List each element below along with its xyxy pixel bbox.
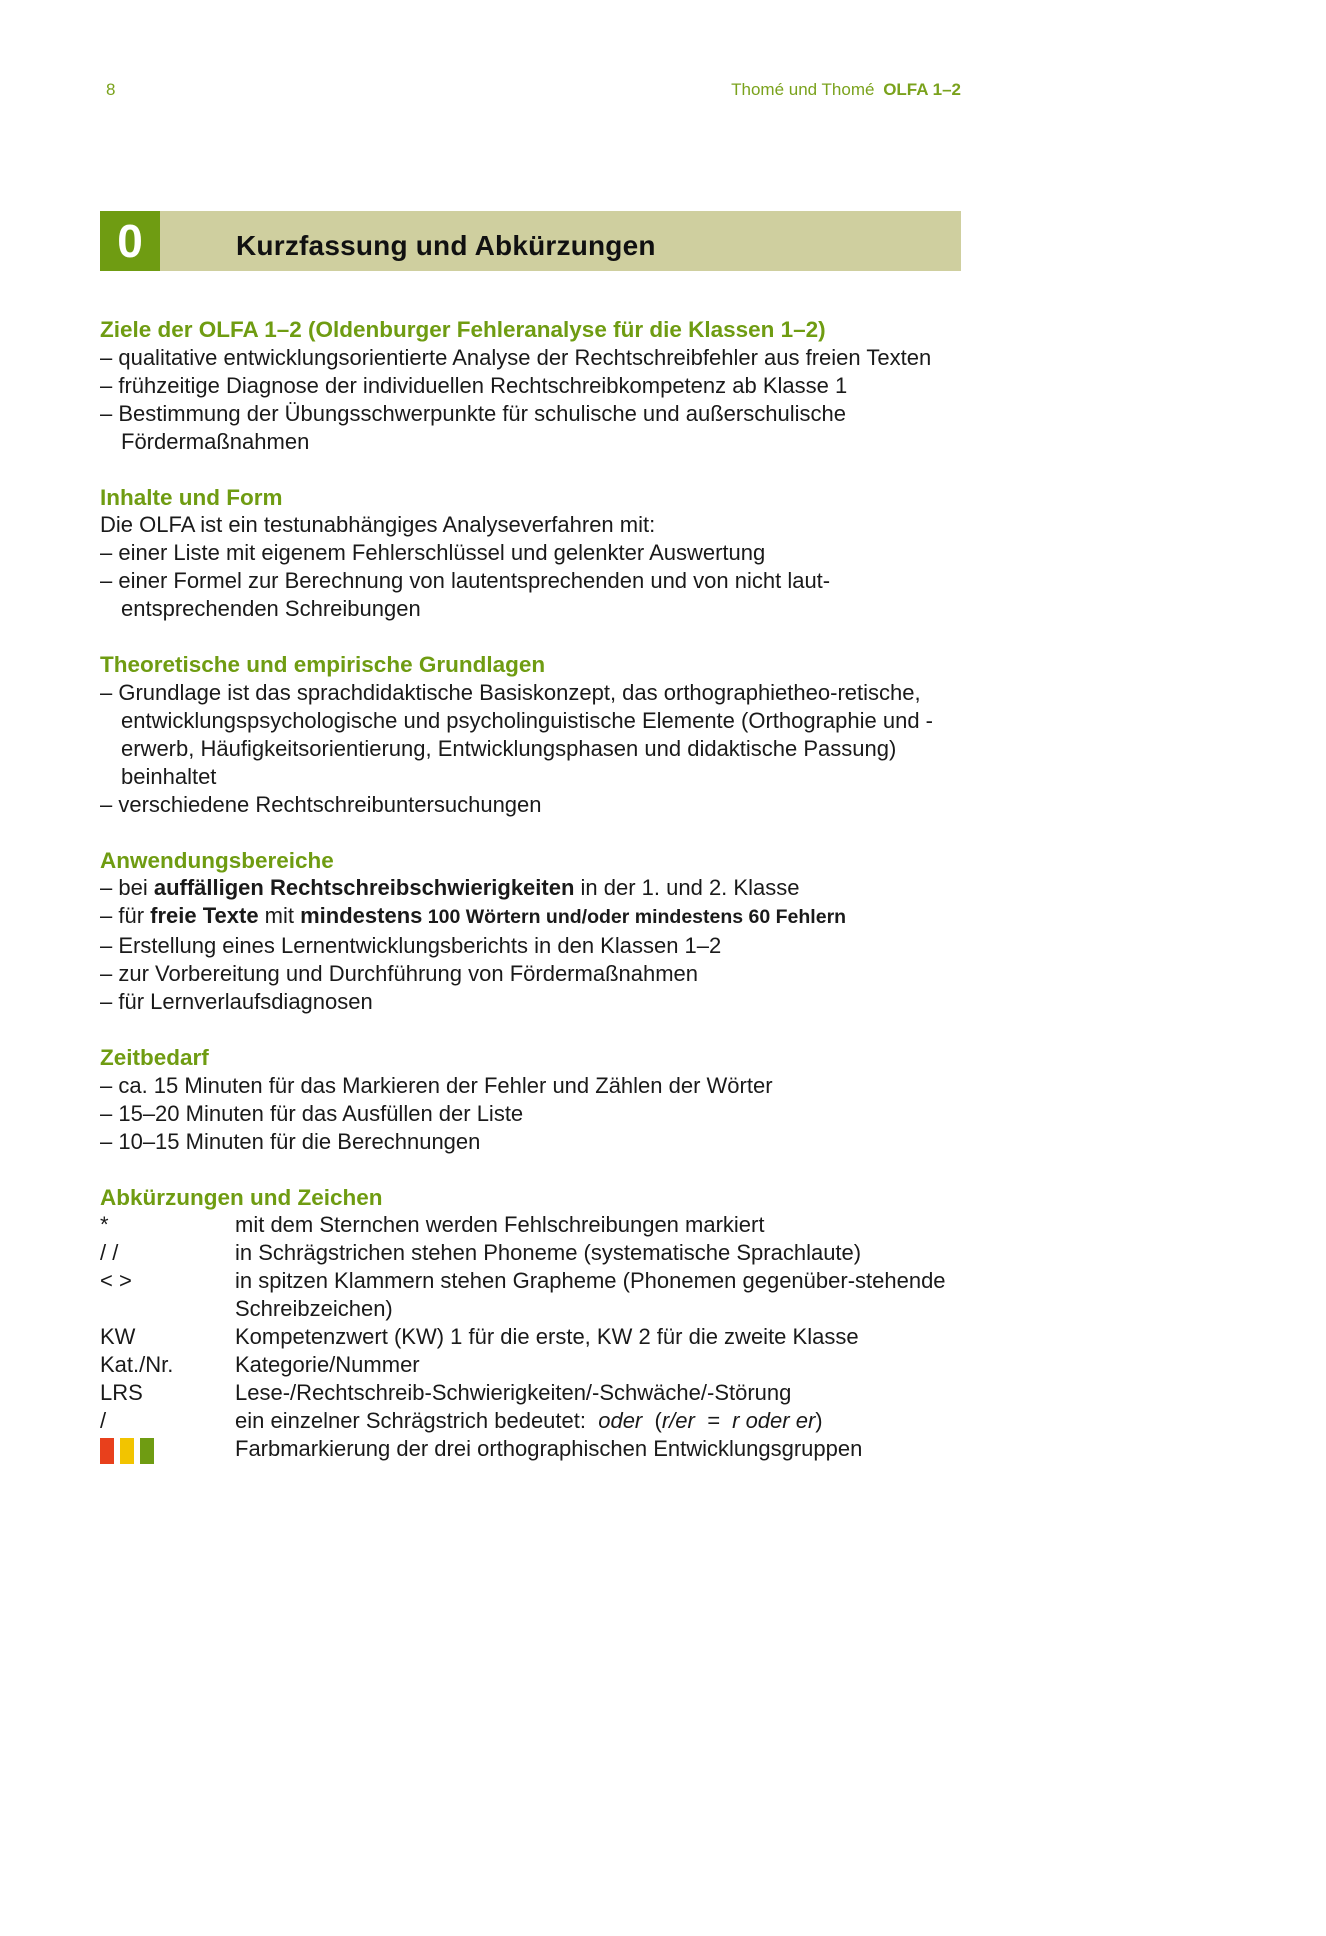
heading-ziele: Ziele der OLFA 1–2 (Oldenburger Fehleranalyse für die Klassen 1–2) (100, 317, 826, 342)
text-run: ) (815, 1407, 823, 1433)
inhalte-intro: Die OLFA ist ein testunabhängiges Analyseverfahren mit: (100, 512, 656, 538)
color-swatches (100, 1435, 235, 1464)
text-run: – für (100, 903, 151, 929)
running-header (731, 80, 961, 100)
chapter-banner (100, 211, 961, 271)
list-item: – frühzeitige Diagnose der individuellen Rechtschreibkompetenz ab Klasse 1 (100, 372, 848, 398)
page-content (100, 316, 980, 1464)
abbr-value: Lese-/Rechtschreib-Schwierigkeiten/-Schwäche/-Störung (235, 1379, 792, 1405)
abbr-key: / (100, 1407, 107, 1433)
list-item (100, 874, 980, 902)
abbr-row (100, 1435, 980, 1464)
list-item: – einer Liste mit eigenem Fehlerschlüssel und gelenkter Auswertung (100, 540, 766, 566)
header-authors: Thomé und Thomé (731, 80, 875, 99)
chapter-number: 0 (100, 211, 160, 271)
list-item: – 10–15 Minuten für die Berechnungen (100, 1128, 481, 1154)
abbr-row (100, 1407, 980, 1435)
abbr-key: LRS (100, 1379, 143, 1405)
list-item: – Erstellung eines Lernentwicklungsberichts in den Klassen 1–2 (100, 933, 722, 959)
swatch-red (100, 1438, 114, 1464)
chapter-title: Kurzfassung und Abkürzungen (236, 230, 656, 261)
list-item: – ca. 15 Minuten für das Markieren der Fehler und Zählen der Wörter (100, 1072, 773, 1098)
heading-zeitbedarf: Zeitbedarf (100, 1044, 209, 1070)
list-item: – zur Vorbereitung und Durchführung von Fördermaßnahmen (100, 961, 699, 987)
text-run: mit (258, 903, 301, 929)
abbr-row (100, 1267, 980, 1323)
list-item (100, 902, 980, 932)
bold-run: auffälligen Rechtschreibschwierigkeiten (153, 875, 575, 901)
page-number: 8 (106, 80, 116, 99)
abbr-key: Kat./Nr. (100, 1352, 174, 1377)
heading-inhalte: Inhalte und Form (100, 484, 283, 510)
swatch-green (140, 1438, 154, 1464)
header-short-title: OLFA 1–2 (883, 80, 961, 99)
list-item: – verschiedene Rechtschreibuntersuchungen (100, 791, 542, 817)
abbr-key: KW (100, 1324, 136, 1350)
list-item: – Grundlage ist das sprachdidaktische Basiskonzept, das orthographietheo-retische, entwicklungspsychologische und psycholinguistische Elemente (Orthographie und -erwerb, Häufigkeitsorientierung, Entwicklungsphasen und didaktische Passung) beinhaltet (100, 679, 934, 789)
abbr-value: in spitzen Klammern stehen Grapheme (Phonemen gegenüber-stehende Schreibzeichen) (235, 1268, 946, 1322)
swatch-yellow (120, 1438, 134, 1464)
abbr-row (100, 1211, 980, 1239)
heading-anwendung: Anwendungsbereiche (100, 847, 334, 873)
bold-run: freie Texte (150, 903, 259, 929)
abbr-value: Kompetenzwert (KW) 1 für die erste, KW 2 für die zweite Klasse (235, 1324, 859, 1350)
abbr-value: Farbmarkierung der drei orthographischen Entwicklungsgruppen (235, 1435, 863, 1461)
list-item: – Bestimmung der Übungsschwerpunkte für schulische und außerschulische Fördermaßnahmen (100, 400, 846, 454)
text-run: ein einzelner Schrägstrich bedeutet: (235, 1407, 599, 1433)
abbr-row (100, 1323, 980, 1351)
italic-run: oder (598, 1407, 643, 1433)
heading-grundlagen: Theoretische und empirische Grundlagen (100, 652, 546, 678)
text-run: ( (642, 1407, 662, 1433)
abbr-value: Kategorie/Nummer (235, 1352, 420, 1377)
abbr-row (100, 1239, 980, 1267)
abbr-value: in Schrägstrichen stehen Phoneme (systematische Sprachlaute) (235, 1240, 862, 1266)
list-item: – qualitative entwicklungsorientierte Analyse der Rechtschreibfehler aus freien Texten (100, 344, 932, 370)
abbr-value (235, 1407, 980, 1435)
list-item: – einer Formel zur Berechnung von lautentsprechenden und von nicht laut-entsprechenden Schreibungen (100, 568, 831, 622)
italic-run: r/er = r oder er (661, 1407, 816, 1433)
bold-run: mindestens (300, 903, 423, 929)
text-run: – bei (100, 875, 154, 901)
bold-run: 100 Wörtern und/oder mindestens 60 Fehlern (422, 906, 847, 929)
text-run: in der 1. und 2. Klasse (574, 875, 800, 901)
abbr-key: * (100, 1212, 109, 1238)
abbr-row (100, 1351, 980, 1379)
abbr-row (100, 1379, 980, 1407)
list-item: – für Lernverlaufsdiagnosen (100, 989, 373, 1015)
list-item: – 15–20 Minuten für das Ausfüllen der Liste (100, 1100, 524, 1126)
abbr-value: mit dem Sternchen werden Fehlschreibungen markiert (235, 1212, 765, 1238)
abbr-key: / / (100, 1240, 119, 1266)
heading-abkuerzungen: Abkürzungen und Zeichen (100, 1184, 383, 1210)
abbr-key: < > (100, 1268, 132, 1294)
